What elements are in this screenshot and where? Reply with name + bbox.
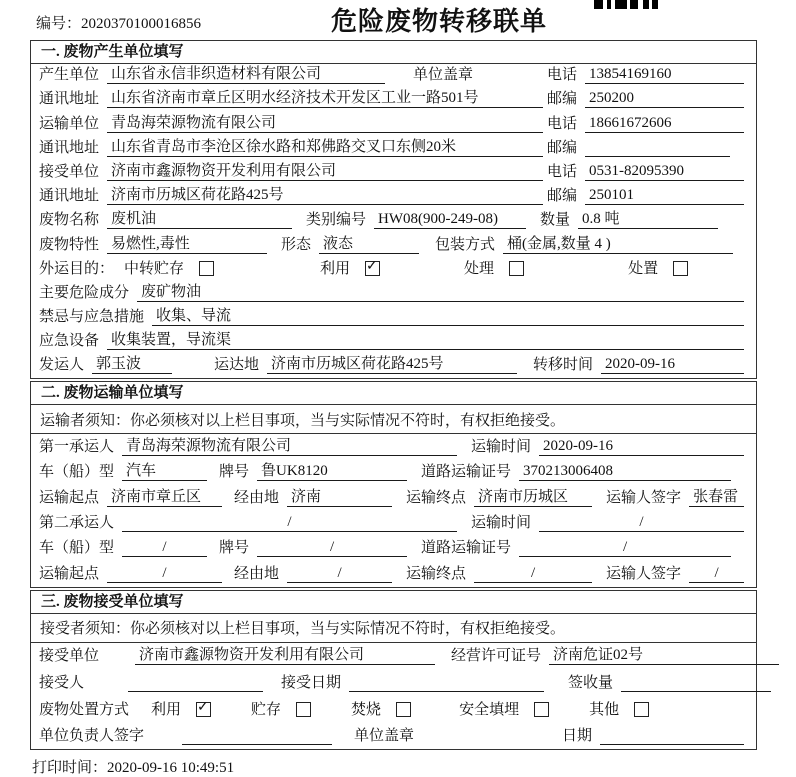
carrier2-permit: /: [519, 539, 731, 557]
serial-number: [36, 12, 201, 33]
destination-value: 济南市历城区荷花路425号: [267, 352, 517, 374]
row-hazard: [31, 282, 756, 306]
print-time: [32, 756, 796, 777]
carrier2-label: 第二承运人: [39, 515, 115, 531]
origin-label: 运输起点: [39, 489, 100, 506]
license-number: 济南危证02号: [549, 643, 779, 665]
shipper-label: 发运人: [39, 357, 85, 374]
recipient-name: [128, 676, 263, 692]
section-transport: [30, 381, 757, 587]
carrier1-permit: 370213006408: [519, 463, 731, 481]
phone-label: 电话: [547, 163, 578, 180]
carrier2-via: /: [287, 565, 392, 583]
form-value: 液态: [319, 232, 419, 254]
row-carrier1-route: [31, 485, 756, 510]
checkbox-transfer-storage: [199, 261, 214, 276]
receiver-address: 济南市历城区荷花路425号: [107, 183, 543, 205]
signoff-date: [600, 729, 744, 745]
producer-address: 山东省济南市章丘区明水经济技术开发区工业一路501号: [107, 86, 543, 108]
carrier2-terminal: /: [474, 565, 592, 583]
category-code: HW08(900-249-08): [374, 211, 526, 229]
row-signoff: [31, 723, 756, 750]
disposal-method-label: 废物处置方式: [39, 701, 130, 718]
carrier1-vehicle: 汽车: [122, 459, 207, 481]
row-dispatch: [31, 354, 756, 378]
carrier1-terminal: 济南市历城区: [474, 485, 592, 507]
receiver-zip: 250101: [585, 187, 744, 205]
row-receive-unit: [31, 643, 756, 670]
recipient-label: 接受人: [39, 674, 85, 691]
transport-time-label: 运输时间: [471, 515, 532, 531]
checkbox-disposal-incineration: [396, 702, 411, 717]
checkbox-reuse: [365, 261, 380, 276]
producer-zip: 250200: [585, 90, 744, 108]
transfer-date: 2020-09-16: [601, 356, 744, 374]
row-precaution: [31, 306, 756, 330]
row-transfer-purpose: [31, 258, 756, 282]
via-label: 经由地: [234, 489, 280, 506]
shipper-name: 郭玉波: [92, 352, 172, 374]
section-receive: [30, 590, 757, 750]
row-disposal-method: [31, 696, 756, 723]
origin-label: 运输起点: [39, 565, 100, 582]
checkbox-disposal-reuse: [196, 702, 211, 717]
row-producer-address: [31, 88, 756, 112]
category-label: 类别编号: [306, 212, 367, 229]
producer-value: 山东省永信非织造材料有限公司: [107, 62, 385, 84]
checkbox-treatment: [509, 261, 524, 276]
row-receiver-address: [31, 185, 756, 209]
carrier2-time: /: [539, 514, 744, 532]
row-producer: [31, 64, 756, 88]
producer-phone: 13854169160: [585, 66, 744, 84]
address-label: 通讯地址: [39, 139, 100, 156]
phone-label: 电话: [547, 67, 578, 84]
form-label: 形态: [281, 236, 312, 253]
transfer-date-label: 转移时间: [533, 357, 594, 374]
plate-label: 牌号: [219, 464, 250, 481]
carrier2-signature: /: [689, 565, 744, 583]
row-waste-name: [31, 209, 756, 233]
via-label: 经由地: [234, 565, 280, 582]
unit-seal-label: 单位盖章: [413, 67, 474, 84]
date-label: 日期: [562, 728, 593, 745]
qr-code-icon: [594, 0, 658, 9]
responsible-sign-label: 单位负责人签字: [39, 728, 145, 745]
disposal-other-label: 其他: [589, 701, 620, 718]
carrier2-name: /: [122, 514, 457, 532]
disposal-storage-label: 贮存: [251, 701, 282, 718]
row-carrier2: [31, 511, 756, 536]
equipment-label: 应急设备: [39, 333, 100, 350]
unit-seal-label: 单位盖章: [354, 728, 415, 745]
packaging-value: 桶(金属,数量 4 ): [503, 232, 733, 254]
destination-label: 运达地: [214, 357, 260, 374]
row-carrier1: [31, 434, 756, 459]
row-waste-property: [31, 233, 756, 257]
document-header: [0, 0, 796, 40]
zip-label: 邮编: [547, 139, 578, 156]
disposal-reuse-label: 利用: [151, 701, 182, 718]
zip-label: 邮编: [547, 188, 578, 205]
receive-date-label: 接受日期: [281, 674, 342, 691]
precaution-label: 禁忌与应急措施: [39, 309, 145, 326]
carrier2-vehicle: /: [122, 539, 207, 557]
quantity-value: 0.8 吨: [578, 207, 718, 229]
serial-value: 2020370100016856: [81, 16, 202, 32]
carrier1-time: 2020-09-16: [539, 438, 744, 456]
transporter-label: 运输单位: [39, 115, 100, 132]
responsible-signature: [182, 729, 332, 745]
hazard-value: 废矿物油: [137, 280, 744, 302]
disposal-incineration-label: 焚烧: [351, 701, 382, 718]
receiver-label: 接受单位: [39, 163, 100, 180]
terminal-label: 运输终点: [406, 565, 467, 582]
carrier1-signature: 张春雷: [689, 485, 744, 507]
row-carrier2-route: [31, 561, 756, 586]
vehicle-type-label: 车（船）型: [39, 540, 115, 557]
receive-notice: 接受者须知：你必须核对以上栏目事项，当与实际情况不符时，有权拒绝接受。: [31, 614, 756, 643]
row-receipt: [31, 669, 756, 696]
serial-label: 编号：: [36, 16, 82, 32]
receiver-phone: 0531-82095390: [585, 163, 744, 181]
address-label: 通讯地址: [39, 91, 100, 108]
option-treatment-label: 处理: [464, 260, 495, 277]
transporter-value: 青岛海荣源物流有限公司: [107, 111, 543, 133]
receive-unit-label: 接受单位: [39, 648, 100, 665]
checkbox-disposal-landfill: [534, 702, 549, 717]
carrier1-name: 青岛海荣源物流有限公司: [122, 434, 457, 456]
vehicle-type-label: 车（船）型: [39, 464, 115, 481]
row-equipment: [31, 330, 756, 354]
address-label: 通讯地址: [39, 188, 100, 205]
waste-name: 废机油: [107, 207, 292, 229]
precaution-value: 收集、导流: [152, 304, 744, 326]
road-permit-label: 道路运输证号: [421, 464, 512, 481]
transporter-sign-label: 运输人签字: [606, 489, 682, 506]
receive-date: [349, 676, 544, 692]
section-producer: [30, 40, 757, 379]
option-reuse-label: 利用: [320, 260, 351, 277]
zip-label: 邮编: [547, 91, 578, 108]
transporter-address: 山东省青岛市李沧区徐水路和郑佛路交叉口东侧20米: [107, 135, 543, 157]
carrier2-origin: /: [107, 565, 222, 583]
hazard-label: 主要危险成分: [39, 284, 130, 301]
producer-label: 产生单位: [39, 67, 100, 84]
transporter-phone: 18661672606: [585, 115, 744, 133]
license-label: 经营许可证号: [451, 648, 542, 665]
transporter-zip: [585, 141, 730, 157]
carrier1-origin: 济南市章丘区: [107, 485, 222, 507]
option-disposal-label: 处置: [628, 260, 659, 277]
waste-name-label: 废物名称: [39, 212, 100, 229]
phone-label: 电话: [547, 115, 578, 132]
purpose-label: 外运目的：: [39, 260, 115, 277]
plate-label: 牌号: [219, 540, 250, 557]
checkbox-disposal: [673, 261, 688, 276]
section-producer-title: 一. 废物产生单位填写: [31, 41, 756, 64]
received-amount: [621, 676, 771, 692]
equipment-value: 收集装置，导流渠: [107, 328, 744, 350]
property-label: 废物特性: [39, 236, 100, 253]
disposal-landfill-label: 安全填埋: [459, 701, 520, 718]
row-transporter-address: [31, 137, 756, 161]
checkbox-disposal-other: [634, 702, 649, 717]
transport-notice: 运输者须知：你必须核对以上栏目事项，当与实际情况不符时，有权拒绝接受。: [31, 405, 756, 434]
print-time-value: 2020-09-16 10:49:51: [107, 760, 235, 777]
property-value: 易燃性,毒性: [107, 232, 267, 254]
carrier1-label: 第一承运人: [39, 438, 115, 455]
row-carrier1-vehicle: [31, 460, 756, 485]
road-permit-label: 道路运输证号: [421, 540, 512, 557]
carrier1-plate: 鲁UK8120: [257, 459, 407, 481]
packaging-label: 包装方式: [435, 236, 496, 253]
section-receive-title: 三. 废物接受单位填写: [31, 591, 756, 614]
section-transport-title: 二. 废物运输单位填写: [31, 382, 756, 405]
carrier1-via: 济南: [287, 485, 392, 507]
print-time-label: 打印时间：: [32, 760, 108, 777]
terminal-label: 运输终点: [406, 489, 467, 506]
carrier2-plate: /: [257, 539, 407, 557]
page-title: 危险废物转移联单: [331, 7, 548, 36]
transporter-sign-label: 运输人签字: [606, 565, 682, 582]
row-carrier2-vehicle: [31, 536, 756, 561]
quantity-label: 数量: [540, 212, 571, 229]
receiver-value: 济南市鑫源物资开发利用有限公司: [107, 159, 543, 181]
row-receiver: [31, 161, 756, 185]
received-amount-label: 签收量: [568, 674, 614, 691]
checkbox-disposal-storage: [296, 702, 311, 717]
receive-unit-name: 济南市鑫源物资开发利用有限公司: [135, 643, 435, 665]
row-transporter: [31, 112, 756, 136]
option-transfer-storage-label: 中转贮存: [124, 260, 185, 277]
transport-time-label: 运输时间: [471, 438, 532, 455]
